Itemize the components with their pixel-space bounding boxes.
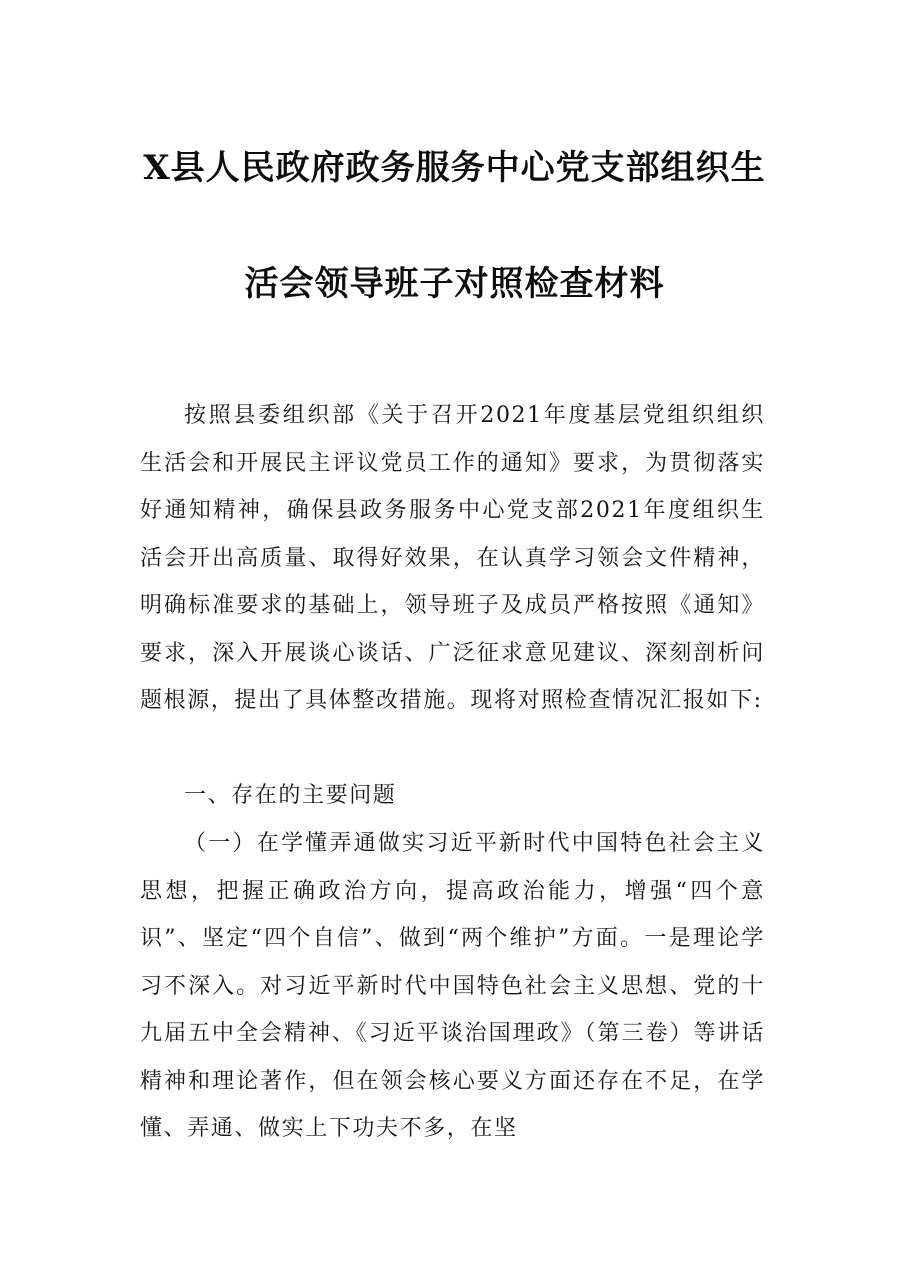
intro-paragraph: 按照县委组织部《关于召开2021年度基层党组织组织生活会和开展民主评议党员工作的通知》要求，为贯彻落实好通知精神，确保县政务服务中心党支部2021年度组织生活会开出高质量、取得好效果，在认真学习领会文件精神，明确标准要求的基础上，领导班子及成员严格按照《通知》要求，深入开展谈心谈话、广泛征求意见建议、深刻剖析问题根源，提出了具体整改措施。现将对照检查情况汇报如下: bbox=[140, 403, 765, 713]
section-1-paragraph: （一）在学懂弄通做实习近平新时代中国特色社会主义思想，把握正确政治方向，提高政治能力，增强“四个意识”、坚定“四个自信”、做到“两个维护”方面。一是理论学习不深入。对习近平新时代中国特色社会主义思想、党的十九届五中全会精神、《习近平谈治国理政》（第三卷）等讲话精神和理论著作，但在领会核心要义方面还存在不足，在学懂、弄通、做实上下功夫不多，在坚 bbox=[140, 831, 765, 1141]
document-title-line-1: X县人民政府政务服务中心党支部组织生 bbox=[143, 148, 766, 188]
section-1-block bbox=[140, 820, 765, 1153]
document-title-line-2: 活会领导班子对照检查材料 bbox=[244, 264, 665, 304]
section-heading-block bbox=[140, 772, 765, 820]
section-heading: 一、存在的主要问题 bbox=[184, 783, 397, 808]
intro-section bbox=[140, 392, 765, 725]
